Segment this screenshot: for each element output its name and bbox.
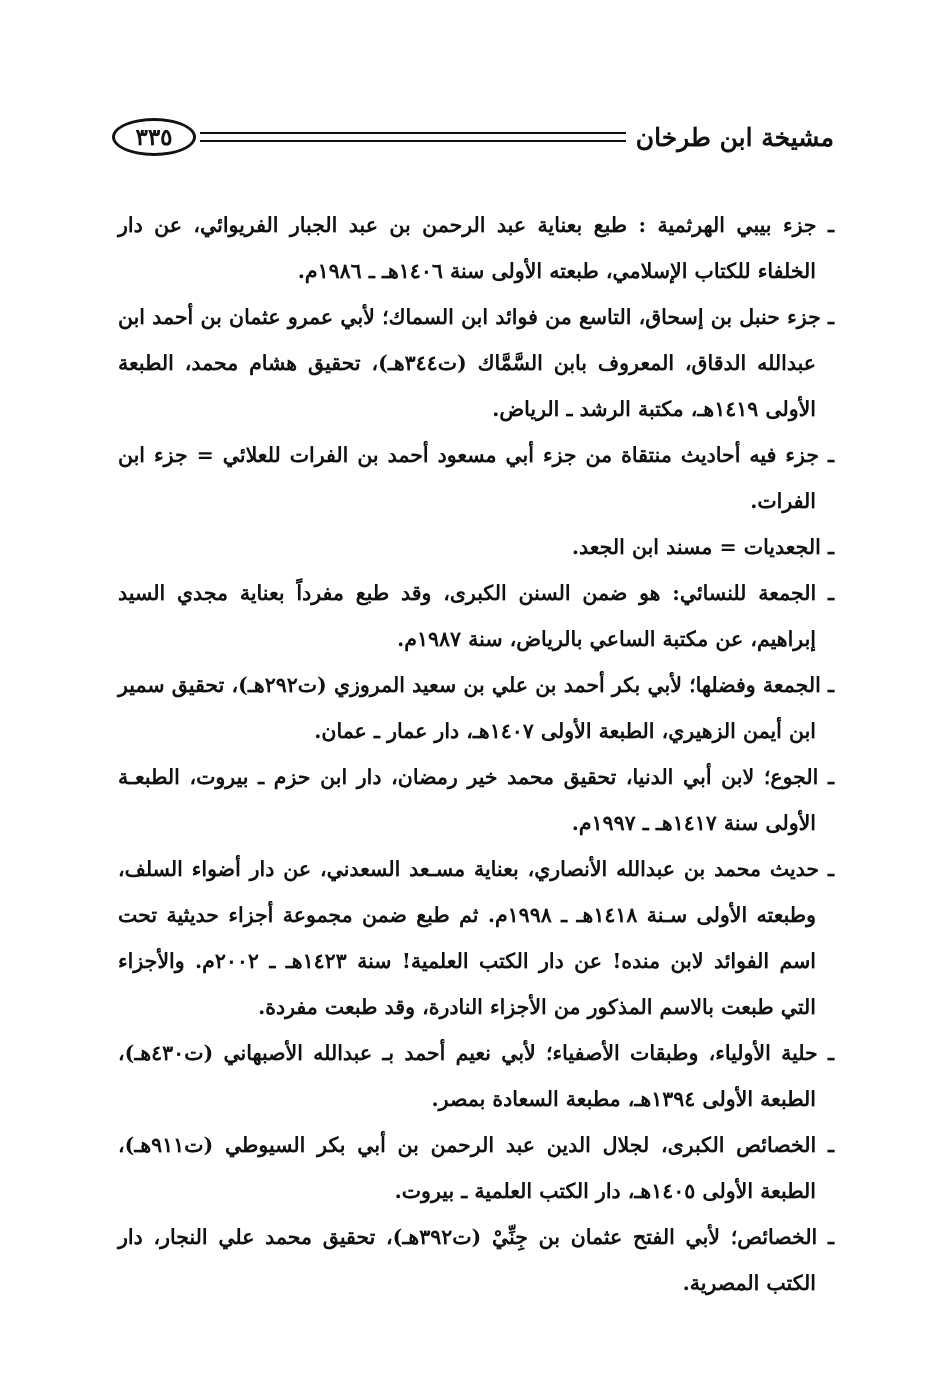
bibliography-entry: ـ الخصائص؛ لأبي الفتح عثمان بن جِنِّيْ (ت٣٩٢هـ)، تحقيق محمد علي النجار، دار الكتب المصرية.: [118, 1225, 834, 1295]
bibliography-entry: ـ الجمعة وفضلها؛ لأبي بكر أحمد بن علي بن سعيد المروزي (ت٢٩٢هـ)، تحقيق سمير ابن أيمن الزهيري، الطبعة الأولى ١٤٠٧هـ، دار عمار ـ عمان.: [118, 673, 834, 743]
bibliography-entry: ـ الخصائص الكبرى، لجلال الدين عبد الرحمن بن أبي بكر السيوطي (ت٩١١هـ)، الطبعة الأولى ١٤٠٥هـ، دار الكتب العلمية ـ بيروت.: [118, 1133, 834, 1203]
bibliography-entry: ـ الجوع؛ لابن أبي الدنيا، تحقيق محمد خير رمضان، دار ابن حزم ـ بيروت، الطبعـة الأولى سنة ١٤١٧هـ ـ ١٩٩٧م.: [118, 765, 834, 835]
bibliography-entry: ـ حديث محمد بن عبدالله الأنصاري، بعناية مسـعد السعدني، عن دار أضواء السلف، وطبعته الأولى سـنة ١٤١٨هـ ـ ١٩٩٨م. ثم طبع ضمن مجموعة أجزاء حديثية تحت اسم الفوائد لابن منده! عن دار الكتب العلمية! سنة ١٤٢٣هـ ـ ٢٠٠٢م. والأجزاء التي طبعت بالاسم المذكور من الأجزاء النادرة، وقد طبعت مفردة.: [118, 857, 834, 1019]
running-title: مشيخة ابن طرخان: [635, 122, 834, 152]
bibliography-entry: ـ الجمعة للنسائي: هو ضمن السنن الكبرى، وقد طبع مفرداً بعناية مجدي السيد إبراهيم، عن مكتبة الساعي بالرياض، سنة ١٩٨٧م.: [118, 581, 834, 651]
bibliography-list: [118, 202, 834, 1306]
bibliography-entry: ـ جزء فيه أحاديث منتقاة من جزء أبي مسعود أحمد بن الفرات للعلائي = جزء ابن الفرات.: [118, 443, 834, 513]
header-double-rule: [200, 132, 626, 142]
page-header: [112, 112, 834, 162]
page-number: ٣٣٥: [112, 118, 196, 156]
bibliography-entry: ـ جزء بيبي الهرثمية : طبع بعناية عبد الرحمن بن عبد الجبار الفريوائي، عن دار الخلفاء للكتاب الإسلامي، طبعته الأولى سنة ١٤٠٦هـ ـ ١٩٨٦م.: [118, 213, 834, 283]
bibliography-entry: ـ الجعديات = مسند ابن الجعد.: [571, 535, 834, 559]
bibliography-entry: ـ حلية الأولياء، وطبقات الأصفياء؛ لأبي نعيم أحمد بـ عبدالله الأصبهاني (ت٤٣٠هـ)، الطبعة الأولى ١٣٩٤هـ، مطبعة السعادة بمصر.: [118, 1041, 834, 1111]
bibliography-entry: ـ جزء حنبل بن إسحاق، التاسع من فوائد ابن السماك؛ لأبي عمرو عثمان بن أحمد ابن عبدالله الدقاق، المعروف بابن السَّمَّاك (ت٣٤٤هـ)، تحقيق هشام محمد، الطبعة الأولى ١٤١٩هـ، مكتبة الرشد ـ الرياض.: [118, 305, 834, 421]
